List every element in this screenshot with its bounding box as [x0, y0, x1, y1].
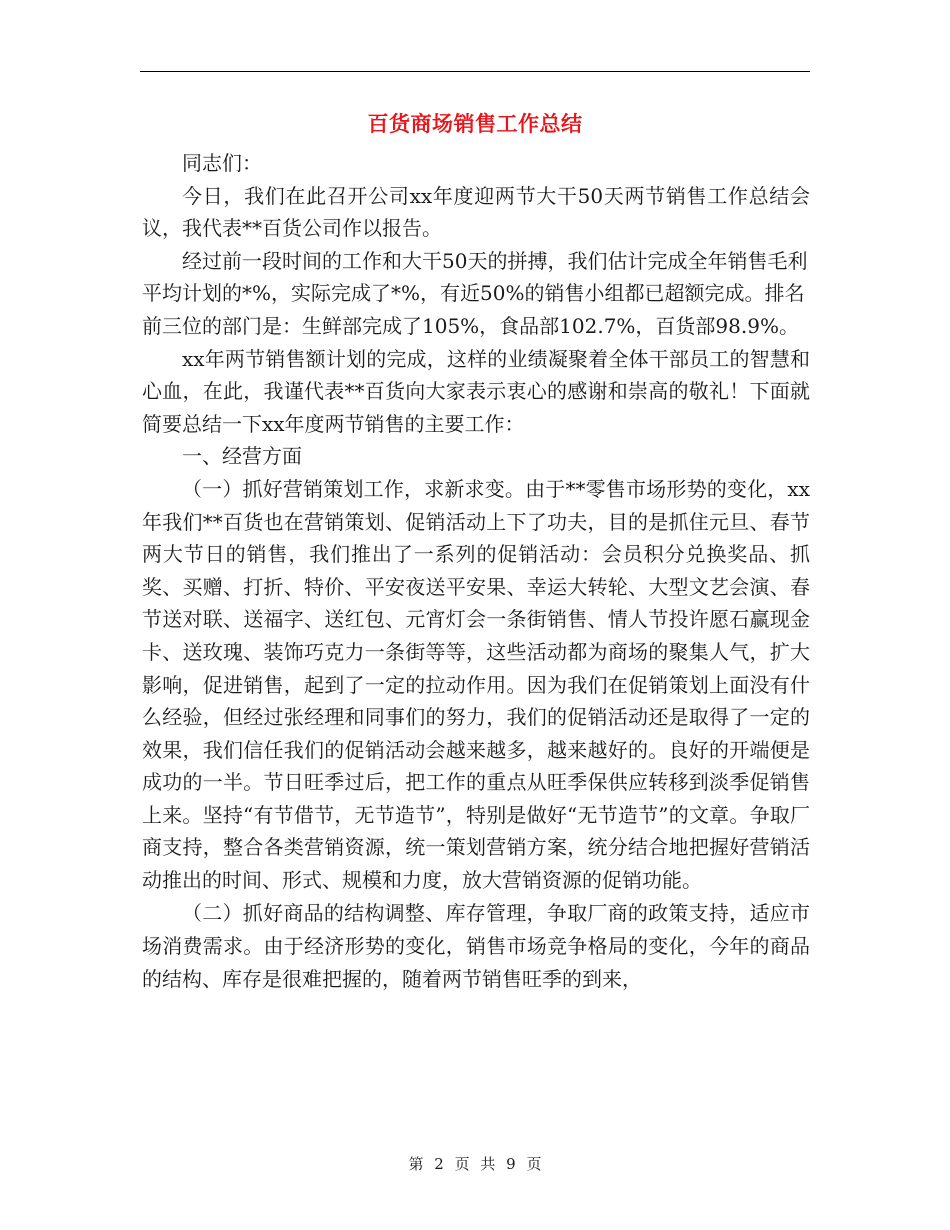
- paragraph-results: 经过前一段时间的工作和大干50天的拼搏，我们估计完成全年销售毛利平均计划的*%，实际完成了*%，有近50%的销售小组都已超额完成。排名前三位的部门是：生鲜部完成了105%，食品部102.7%，百货部98.9%。: [142, 248, 808, 338]
- page-number: 第 2 页 共 9 页: [408, 1155, 542, 1173]
- paragraph-marketing: （一）抓好营销策划工作，求新求变。由于**零售市场形势的变化，xx年我们**百货也在营销策划、促销活动上下了功夫，目的是抓住元旦、春节两大节日的销售，我们推出了一系列的促销活动：会员积分兑换奖品、抓奖、买赠、打折、特价、平安夜送平安果、幸运大转轮、大型文艺会演、春节送对联、送福字、送红包、元宵灯会一条街销售、情人节投许愿石赢现金卡、送玫瑰、装饰巧克力一条街等等，这些活动都为商场的聚集人气，扩大影响，促进销售，起到了一定的拉动作用。因为我们在促销策划上面没有什么经验，但经过张经理和同事们的努力，我们的促销活动还是取得了一定的效果，我们信任我们的促销活动会越来越多，越来越好的。良好的开端便是成功的一半。节日旺季过后，把工作的重点从旺季保供应转移到淡季促销售上来。坚持“有节借节，无节造节”，特别是做好“无节造节”的文章。争取厂商支持，整合各类营销资源，统一策划营销方案，统分结合地把握好营销活动推出的时间、形式、规模和力度，放大营销资源的促销功能。: [142, 476, 810, 893]
- document-body: [142, 147, 810, 995]
- paragraph-greeting: 同志们：: [182, 151, 262, 175]
- document-title: 百货商场销售工作总结: [367, 112, 583, 136]
- section-heading-operations: 一、经营方面: [182, 444, 302, 469]
- paragraph-thanks: xx年两节销售额计划的完成，这样的业绩凝聚着全体干部员工的智慧和心血，在此，我谨代表**百货向大家表示衷心的感谢和崇高的敬礼！下面就简要总结一下xx年度两节销售的主要工作：: [142, 346, 810, 436]
- paragraph-inventory: （二）抓好商品的结构调整、库存管理，争取厂商的政策支持，适应市场消费需求。由于经济形势的变化，销售市场竞争格局的变化，今年的商品的结构、库存是很难把握的，随着两节销售旺季的到来，: [142, 901, 810, 991]
- paragraph-intro: 今日，我们在此召开公司xx年度迎两节大干50天两节销售工作总结会议，我代表**百货公司作以报告。: [142, 183, 810, 241]
- header-rule: [140, 71, 810, 72]
